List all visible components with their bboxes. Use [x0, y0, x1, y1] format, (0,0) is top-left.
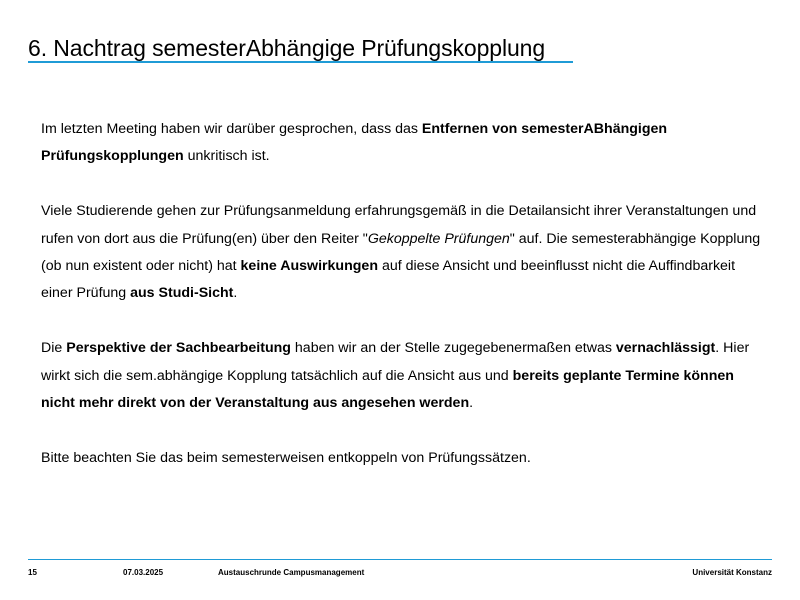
emphasis-italic: Gekoppelte Prüfungen: [367, 230, 510, 247]
emphasis-bold: keine Auswirkungen: [240, 258, 378, 275]
text-run: unkritisch ist.: [183, 148, 270, 165]
title-underline: [28, 61, 573, 63]
slide-body: [41, 116, 761, 472]
text-run: Die: [41, 340, 67, 357]
emphasis-bold: aus Studi-Sicht: [130, 285, 234, 302]
emphasis-bold: bereits geplante Termine können nicht mehr direkt von der Veranstaltung aus angesehen werden: [41, 367, 734, 412]
text-run: " auf. Die semesterabhängige Kopplung (ob nun existent oder nicht) hat: [41, 230, 761, 275]
footer-divider: [28, 559, 772, 560]
footer-event-name: Austauschrunde Campusmanagement: [218, 568, 365, 577]
text-run: . Hier wirkt sich die sem.abhängige Kopplung tatsächlich auf die Ansicht aus und: [41, 340, 750, 384]
emphasis-bold: vernachlässigt: [615, 340, 716, 357]
text-run: Viele Studierende gehen zur Prüfungsanmeldung erfahrungsgemäß in die Detailansicht ihrer Veranstaltungen und rufen von dort aus die Prüfung(en) über den Reiter ": [41, 203, 757, 247]
paragraph: [41, 198, 761, 308]
footer-date: 07.03.2025: [123, 568, 164, 577]
text-run: .: [469, 395, 474, 412]
text-run: Im letzten Meeting haben wir darüber gesprochen, dass das: [41, 121, 422, 137]
paragraph: [41, 335, 761, 417]
emphasis-bold: Perspektive der Sachbearbeitung: [66, 340, 291, 357]
emphasis-bold: Entfernen von semesterABhängigen Prüfungskopplungen: [41, 121, 668, 165]
footer-page-number: 15: [28, 568, 37, 577]
text-run: Bitte beachten Sie das beim semesterweisen entkoppeln von Prüfungssätzen.: [41, 449, 531, 466]
text-run: .: [233, 285, 238, 302]
footer-organization: Universität Konstanz: [692, 568, 772, 577]
slide-title: 6. Nachtrag semesterAbhängige Prüfungskopplung: [28, 35, 546, 61]
paragraph: [41, 445, 761, 472]
text-run: auf diese Ansicht und beeinflusst nicht die Auffindbarkeit einer Prüfung: [41, 258, 736, 302]
paragraph: [41, 116, 761, 171]
text-run: haben wir an der Stelle zugegebenermaßen etwas: [290, 340, 616, 357]
